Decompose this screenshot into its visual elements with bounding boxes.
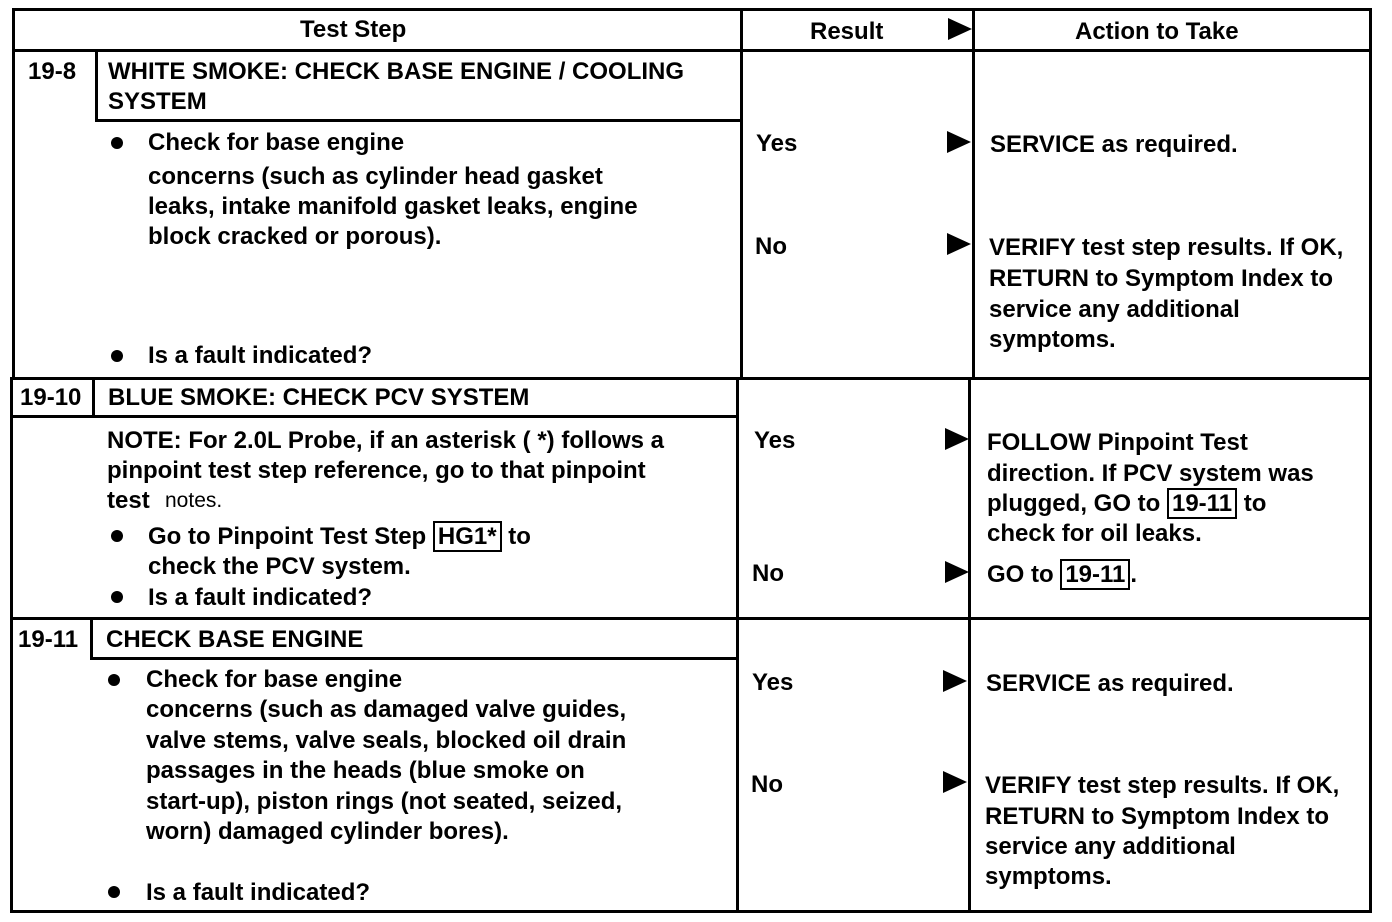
col-divider-1 xyxy=(740,8,743,378)
header-bottom xyxy=(12,49,1372,52)
bullet-icon xyxy=(111,137,123,149)
step-number: 19-8 xyxy=(28,58,77,85)
body-text: concerns (such as cylinder head gasket xyxy=(148,163,603,190)
step-title: WHITE SMOKE: CHECK BASE ENGINE / COOLING xyxy=(108,58,685,85)
result-no: No xyxy=(751,771,783,798)
action-no: VERIFY test step results. If OK, xyxy=(989,234,1344,261)
bullet-icon xyxy=(111,530,123,542)
step-reference-19-11[interactable]: 19-11 xyxy=(1167,488,1237,519)
step-number: 19-11 xyxy=(18,626,79,653)
result-yes: Yes xyxy=(754,427,796,454)
body-text: check the PCV system. xyxy=(148,553,411,580)
col-divider-2 xyxy=(972,8,975,378)
action-yes: SERVICE as required. xyxy=(986,670,1234,697)
col-divider-2-lower xyxy=(968,378,971,913)
action-no: VERIFY test step results. If OK, xyxy=(985,772,1340,799)
body-text: passages in the heads (blue smoke on xyxy=(146,757,585,784)
bullet-icon xyxy=(111,591,123,603)
action-text-segment: plugged, GO to xyxy=(987,490,1161,517)
step1-title-underline xyxy=(95,119,741,122)
action-no: service any additional xyxy=(989,296,1240,323)
header-arrow-icon xyxy=(948,18,972,40)
bullet-icon xyxy=(111,350,123,362)
body-text: start-up), piston rings (not seated, seized, xyxy=(146,788,623,815)
action-no: RETURN to Symptom Index to xyxy=(989,265,1334,292)
bullet-icon xyxy=(108,886,120,898)
action-no: RETURN to Symptom Index to xyxy=(985,803,1330,830)
arrow-icon xyxy=(947,233,971,255)
fault-question: Is a fault indicated? xyxy=(148,342,373,369)
step2-title-underline xyxy=(10,415,738,418)
header-result: Result xyxy=(810,18,884,45)
action-text-segment: . xyxy=(1130,561,1138,588)
step-number: 19-10 xyxy=(20,384,82,411)
action-no: service any additional xyxy=(985,833,1236,860)
arrow-icon xyxy=(947,131,971,153)
fault-question: Is a fault indicated? xyxy=(146,879,371,906)
note-text: pinpoint test step reference, go to that pinpoint xyxy=(107,457,646,484)
header-action: Action to Take xyxy=(1075,18,1239,45)
right-border xyxy=(1369,8,1372,913)
arrow-icon xyxy=(945,561,969,583)
step3-title-underline xyxy=(90,657,738,660)
action-text-segment: to xyxy=(1243,490,1267,517)
bottom-border xyxy=(10,910,1372,913)
col-divider-1-lower xyxy=(736,378,739,913)
step1-num-divider xyxy=(95,49,98,121)
action-yes: SERVICE as required. xyxy=(990,131,1238,158)
body-text: Check for base engine xyxy=(146,666,403,693)
bullet-icon xyxy=(108,674,120,686)
body-text: block cracked or porous). xyxy=(148,223,442,250)
row-separator-1 xyxy=(10,377,1372,380)
body-text: Check for base engine xyxy=(148,129,405,156)
body-text-segment: Go to Pinpoint Test Step xyxy=(148,523,427,550)
body-text: worn) damaged cylinder bores). xyxy=(146,818,509,845)
body-text xyxy=(148,522,531,552)
step-title: BLUE SMOKE: CHECK PCV SYSTEM xyxy=(108,384,530,411)
action-text-segment: GO to xyxy=(987,561,1054,588)
result-yes: Yes xyxy=(752,669,794,696)
action-yes xyxy=(987,489,1266,519)
step3-num-divider xyxy=(90,617,93,659)
arrow-icon xyxy=(943,771,967,793)
action-yes: FOLLOW Pinpoint Test xyxy=(987,429,1248,456)
note-text: notes. xyxy=(165,489,223,512)
result-no: No xyxy=(752,560,784,587)
body-text: valve stems, valve seals, blocked oil drain xyxy=(146,727,627,754)
body-text-segment: to xyxy=(508,523,531,550)
action-yes: direction. If PCV system was xyxy=(987,460,1314,487)
top-border xyxy=(12,8,1372,11)
action-no: symptoms. xyxy=(985,863,1112,890)
arrow-icon xyxy=(943,670,967,692)
step-reference-19-11[interactable]: 19-11 xyxy=(1060,559,1130,590)
action-yes: check for oil leaks. xyxy=(987,520,1202,547)
header-test-step: Test Step xyxy=(300,16,407,43)
body-text: concerns (such as damaged valve guides, xyxy=(146,696,627,723)
step-title: CHECK BASE ENGINE xyxy=(106,626,364,653)
step-reference-hg1[interactable]: HG1* xyxy=(433,521,502,552)
arrow-icon xyxy=(945,428,969,450)
fault-question: Is a fault indicated? xyxy=(148,584,373,611)
body-text: leaks, intake manifold gasket leaks, engine xyxy=(148,193,638,220)
step2-num-divider xyxy=(92,377,95,417)
note-text: NOTE: For 2.0L Probe, if an asterisk ( *) follows a xyxy=(107,427,665,454)
row-separator-2 xyxy=(10,617,1372,620)
action-no xyxy=(987,560,1137,590)
note-text: test xyxy=(107,487,150,514)
left-border-header xyxy=(12,8,15,378)
left-border-lower xyxy=(10,378,13,913)
result-yes: Yes xyxy=(756,130,798,157)
result-no: No xyxy=(755,233,787,260)
step-title-line2: SYSTEM xyxy=(108,88,207,115)
action-no: symptoms. xyxy=(989,326,1116,353)
